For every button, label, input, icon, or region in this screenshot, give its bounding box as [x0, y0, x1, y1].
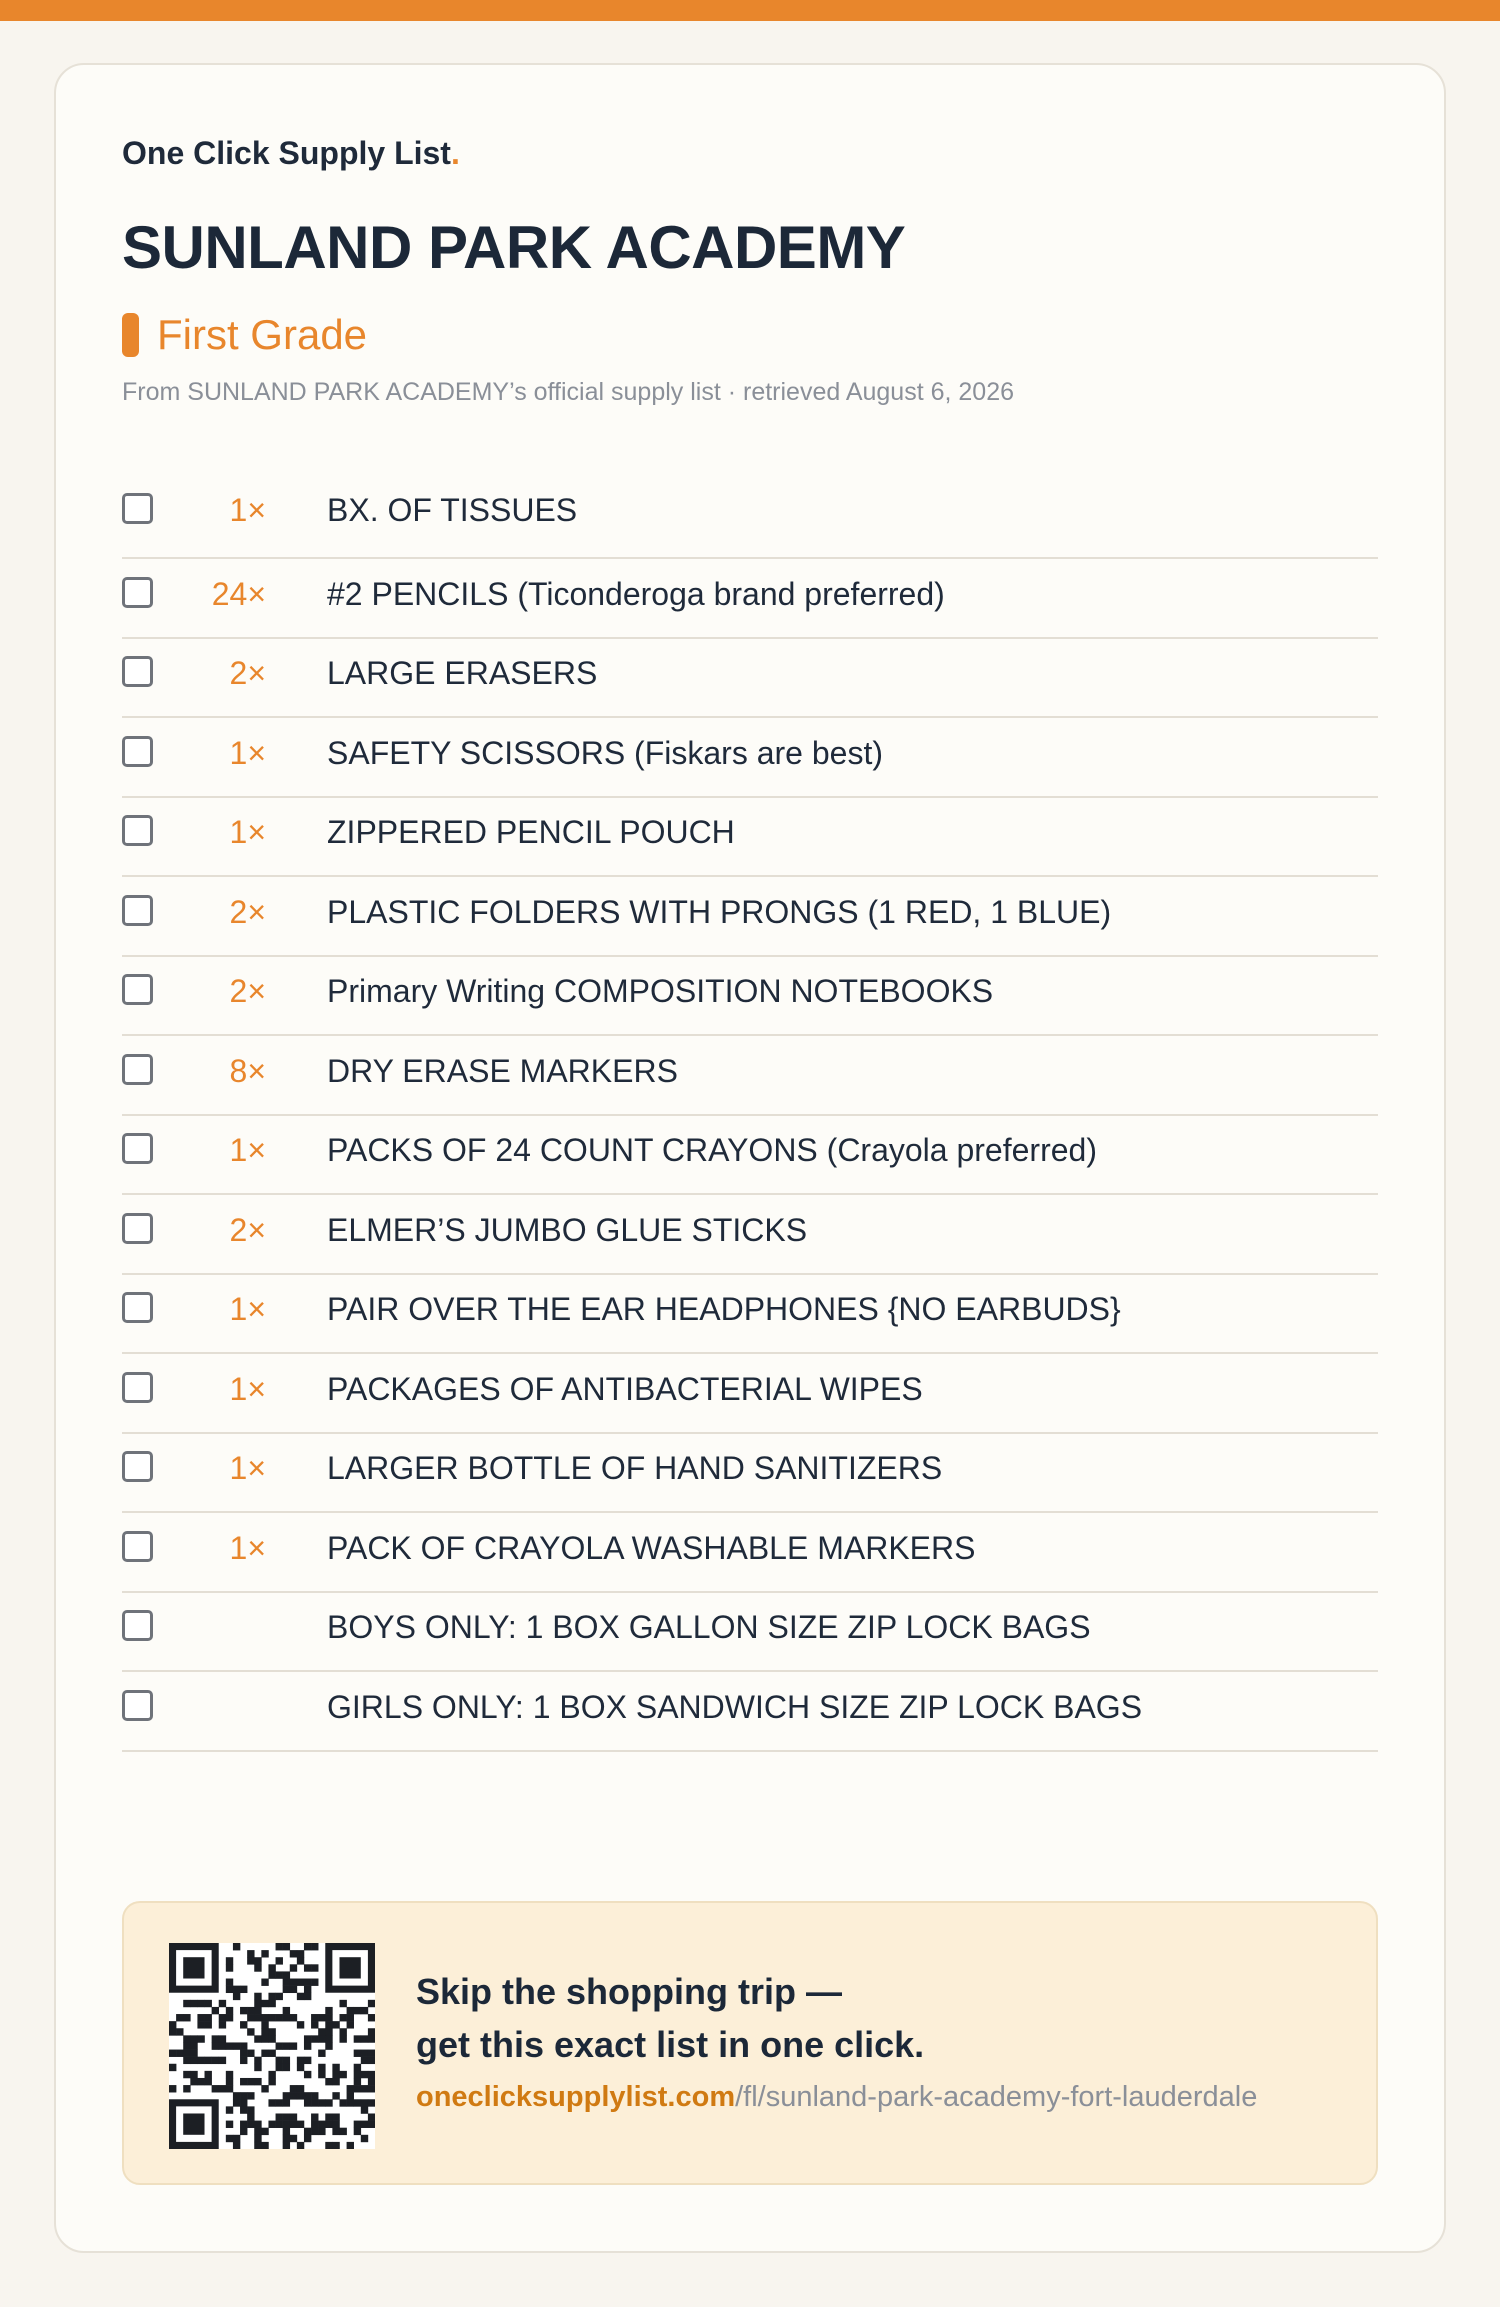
grade-heading	[122, 311, 367, 359]
item-label: #2 PENCILS (Ticonderoga brand preferred)	[327, 575, 945, 612]
promo-headline-line-1: Skip the shopping trip —	[416, 1971, 842, 2012]
supply-item	[122, 798, 1378, 878]
item-quantity: 2×	[229, 655, 266, 692]
item-quantity: 1×	[229, 492, 266, 528]
item-checkbox[interactable]	[122, 974, 153, 1005]
item-label: LARGE ERASERS	[327, 655, 598, 692]
item-quantity: 1×	[229, 1529, 266, 1566]
supply-item	[122, 1036, 1378, 1116]
item-checkbox[interactable]	[122, 1054, 153, 1085]
supply-item	[122, 559, 1378, 639]
item-label: BX. OF TISSUES	[327, 492, 578, 528]
item-quantity: 24×	[211, 575, 266, 612]
item-checkbox[interactable]	[122, 1531, 153, 1562]
item-label: PACKS OF 24 COUNT CRAYONS (Crayola preferred)	[327, 1132, 1097, 1169]
item-checkbox[interactable]	[122, 815, 153, 846]
supply-item	[122, 1116, 1378, 1196]
item-label: SAFETY SCISSORS (Fiskars are best)	[327, 734, 883, 771]
item-checkbox[interactable]	[122, 1133, 153, 1164]
item-label: GIRLS ONLY: 1 BOX SANDWICH SIZE ZIP LOCK BAGS	[327, 1688, 1143, 1725]
brand-name: One Click Supply List	[122, 135, 451, 171]
promo-headline-line-2: get this exact list in one click.	[416, 2024, 925, 2065]
brand-logo[interactable]	[122, 135, 460, 172]
item-checkbox[interactable]	[122, 1451, 153, 1482]
grade-marker	[122, 313, 139, 357]
item-checkbox[interactable]	[122, 1372, 153, 1403]
item-quantity: 8×	[229, 1052, 266, 1089]
item-label: DRY ERASE MARKERS	[327, 1052, 678, 1089]
item-label: Primary Writing COMPOSITION NOTEBOOKS	[327, 973, 994, 1010]
brand-dot: .	[450, 135, 460, 171]
item-checkbox[interactable]	[122, 1610, 153, 1641]
item-checkbox[interactable]	[122, 1690, 153, 1721]
promo-link-path: /fl/sunland-park-academy-fort-lauderdale	[735, 2081, 1258, 2113]
item-label: PAIR OVER THE EAR HEADPHONES {NO EARBUDS}	[327, 1291, 1121, 1328]
supply-list-card	[54, 63, 1446, 2253]
supply-item	[122, 1593, 1378, 1673]
promo-link-domain: oneclicksupplylist.com	[416, 2081, 736, 2113]
item-quantity: 2×	[229, 1211, 266, 1248]
supply-item	[122, 1275, 1378, 1355]
item-quantity: 2×	[229, 893, 266, 930]
promo-headline	[416, 1965, 924, 2071]
supply-item	[122, 877, 1378, 957]
item-label: ZIPPERED PENCIL POUCH	[327, 814, 735, 851]
item-checkbox[interactable]	[122, 493, 153, 524]
item-quantity: 1×	[229, 734, 266, 771]
supply-item	[122, 1513, 1378, 1593]
item-quantity: 1×	[229, 1291, 266, 1328]
source-note: From SUNLAND PARK ACADEMY’s official supply list · retrieved August 6, 2026	[122, 378, 1015, 406]
qr-code-graphic	[169, 1943, 375, 2149]
supply-item	[122, 471, 1378, 559]
item-label: PACKAGES OF ANTIBACTERIAL WIPES	[327, 1370, 923, 1407]
item-label: PLASTIC FOLDERS WITH PRONGS (1 RED, 1 BLUE)	[327, 893, 1112, 930]
item-checkbox[interactable]	[122, 1292, 153, 1323]
supply-item	[122, 1354, 1378, 1434]
supply-item	[122, 1434, 1378, 1514]
promo-box	[122, 1901, 1378, 2185]
promo-link[interactable]	[416, 2081, 1257, 2114]
item-label: LARGER BOTTLE OF HAND SANITIZERS	[327, 1450, 943, 1487]
item-checkbox[interactable]	[122, 577, 153, 608]
item-quantity: 1×	[229, 1370, 266, 1407]
item-quantity: 1×	[229, 1450, 266, 1487]
item-checkbox[interactable]	[122, 1213, 153, 1244]
supply-item	[122, 1195, 1378, 1275]
item-checkbox[interactable]	[122, 656, 153, 687]
supply-items-list	[122, 492, 1378, 1752]
item-label: BOYS ONLY: 1 BOX GALLON SIZE ZIP LOCK BAGS	[327, 1609, 1091, 1646]
grade-label: First Grade	[157, 311, 368, 358]
item-label: ELMER’S JUMBO GLUE STICKS	[327, 1211, 808, 1248]
school-name: SUNLAND PARK ACADEMY	[122, 214, 906, 281]
supply-item	[122, 639, 1378, 719]
item-quantity: 1×	[229, 1132, 266, 1169]
top-accent-bar	[0, 0, 1500, 21]
item-label: PACK OF CRAYOLA WASHABLE MARKERS	[327, 1529, 976, 1566]
item-quantity: 2×	[229, 973, 266, 1010]
item-checkbox[interactable]	[122, 895, 153, 926]
supply-item	[122, 1672, 1378, 1752]
item-quantity: 1×	[229, 814, 266, 851]
supply-item	[122, 718, 1378, 798]
supply-item	[122, 957, 1378, 1037]
qr-code-icon[interactable]	[169, 1943, 375, 2149]
item-checkbox[interactable]	[122, 736, 153, 767]
